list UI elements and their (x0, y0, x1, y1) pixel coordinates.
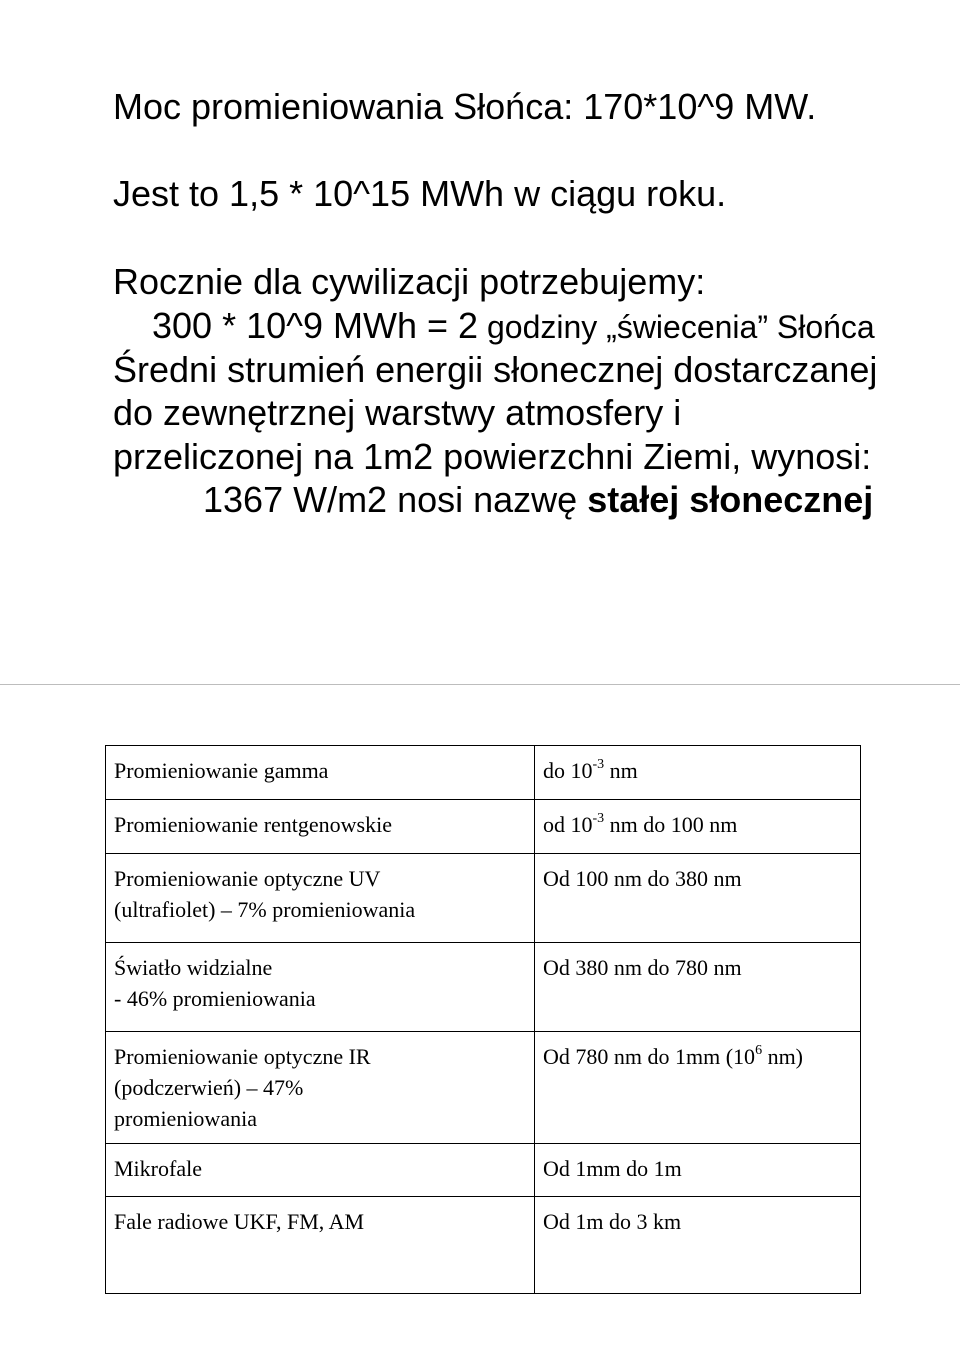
radiation-type-line: (podczerwień) – 47% (114, 1075, 304, 1100)
solar-constant-value: 1367 W/m2 nosi nazwę (203, 479, 588, 520)
wavelength-range-cell (535, 854, 861, 943)
per-m2-text: przeliczonej na 1m2 powierzchni Ziemi, wynosi: (113, 436, 872, 477)
table-row (106, 943, 861, 1032)
radiation-type-cell (106, 943, 535, 1032)
wavelength-range-cell (535, 1197, 861, 1294)
civilization-needs-text: Rocznie dla cywilizacji potrzebujemy: (113, 261, 706, 302)
wavelength-range-suffix: nm do 100 nm (604, 812, 738, 837)
needs-equation-hours: godziny „świecenia” Słońca (478, 309, 875, 345)
radiation-type-line: (ultrafiolet) – 7% promieniowania (114, 897, 416, 922)
wavelength-range-text: Od 780 nm do 1mm (10 (543, 1044, 756, 1069)
solar-constant-text (203, 480, 873, 520)
annual-energy-text: Jest to 1,5 * 10^15 MWh w ciągu roku. (113, 173, 727, 214)
radiation-type-cell (106, 800, 535, 854)
radiation-type-line: - 46% promieniowania (114, 986, 316, 1011)
wavelength-exponent: -3 (592, 756, 605, 772)
table-row (106, 1197, 861, 1294)
wavelength-range-text: do 10 (543, 758, 593, 783)
radiation-type-cell (106, 746, 535, 800)
radiation-type-line: Promieniowanie rentgenowskie (114, 812, 392, 837)
table-row (106, 746, 861, 800)
wavelength-exponent: -3 (592, 810, 605, 826)
wavelength-range-text: od 10 (543, 812, 593, 837)
solar-constant-term: stałej słonecznej (587, 479, 874, 520)
mean-flux-text: Średni strumień energii słonecznej dostarczanej (113, 349, 878, 390)
radiation-type-line: Promieniowanie optyczne UV (114, 866, 381, 891)
needs-equation-value: 300 * 10^9 MWh = 2 (152, 305, 479, 346)
radiation-type-cell (106, 1032, 535, 1144)
solar-power-text: Moc promieniowania Słońca: 170*10^9 MW. (113, 86, 817, 127)
radiation-type-cell (106, 854, 535, 943)
radiation-type-line: Światło widzialne (114, 955, 273, 980)
radiation-spectrum-table (105, 745, 861, 1294)
wavelength-range-cell (535, 943, 861, 1032)
wavelength-range-cell (535, 1144, 861, 1197)
table-row (106, 1144, 861, 1197)
radiation-type-cell (106, 1144, 535, 1197)
radiation-type-cell (106, 1197, 535, 1294)
radiation-type-line: Fale radiowe UKF, FM, AM (114, 1209, 365, 1234)
needs-equation-text (152, 306, 875, 347)
table-row (106, 1032, 861, 1144)
wavelength-range-text: Od 100 nm do 380 nm (543, 866, 742, 891)
wavelength-range-cell (535, 800, 861, 854)
radiation-type-line: Mikrofale (114, 1156, 202, 1181)
wavelength-range-suffix: nm (604, 758, 638, 783)
table-row (106, 800, 861, 854)
radiation-type-line: Promieniowanie optyczne IR (114, 1044, 371, 1069)
wavelength-range-cell (535, 746, 861, 800)
wavelength-range-cell (535, 1032, 861, 1144)
outer-atmosphere-text: do zewnętrznej warstwy atmosfery i (113, 392, 682, 433)
wavelength-range-text: Od 1mm do 1m (543, 1156, 682, 1181)
radiation-type-line: Promieniowanie gamma (114, 758, 329, 783)
table-row (106, 854, 861, 943)
radiation-type-line: promieniowania (114, 1106, 257, 1131)
wavelength-range-suffix: nm) (762, 1044, 804, 1069)
wavelength-range-text: Od 380 nm do 780 nm (543, 955, 742, 980)
wavelength-exponent: 6 (755, 1042, 763, 1058)
wavelength-range-text: Od 1m do 3 km (543, 1209, 682, 1234)
